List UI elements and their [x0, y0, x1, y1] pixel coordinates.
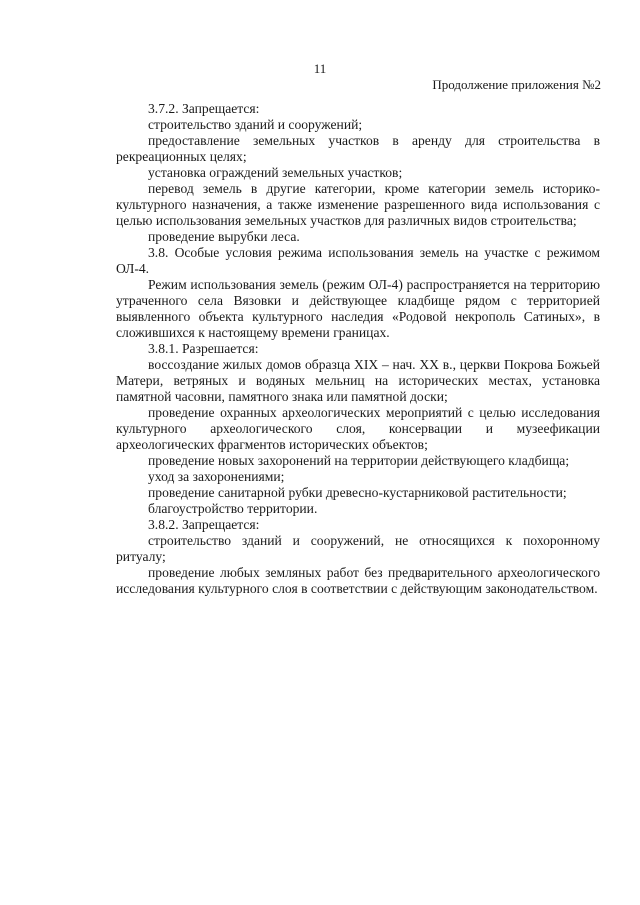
paragraph-3-7-2-heading: 3.7.2. Запрещается:: [148, 101, 260, 116]
paragraph: проведение новых захоронений на территории действующего кладбища;: [148, 453, 570, 468]
paragraph: проведение санитарной рубки древесно-кустарниковой растительности;: [148, 485, 567, 500]
paragraph: уход за захоронениями;: [148, 469, 285, 484]
paragraph-3-8-heading: 3.8. Особые условия режима использования земель на участке с режимом ОЛ-4.: [116, 245, 600, 276]
document-body: [116, 101, 600, 597]
paragraph: воссоздание жилых домов образца XIX – нач. XX в., церкви Покрова Божьей Матери, ветряных и водяных мельниц на исторических местах, установка памятной часовни, памятного знака или памятной доски;: [116, 357, 600, 404]
appendix-continuation-note: Продолжение приложения №2: [432, 77, 601, 92]
page-number: 11: [313, 61, 327, 76]
paragraph: благоустройство территории.: [148, 501, 318, 516]
paragraph: строительство зданий и сооружений;: [148, 117, 363, 132]
paragraph: предоставление земельных участков в аренду для строительства в рекреационных целях;: [116, 133, 600, 164]
paragraph: установка ограждений земельных участков;: [148, 165, 403, 180]
paragraph: строительство зданий и сооружений, не относящихся к похоронному ритуалу;: [116, 533, 600, 564]
paragraph: проведение охранных археологических мероприятий с целью исследования культурного археологического слоя, консервации и музеефикации археологических фрагментов исторических объектов;: [116, 405, 600, 452]
paragraph-3-8-2-heading: 3.8.2. Запрещается:: [148, 517, 260, 532]
paragraph: Режим использования земель (режим ОЛ-4) распространяется на территорию утраченного села Вязовки и действующее кладбище рядом с территорией выявленного объекта культурного наследия «Родовой некрополь Сатиных», в сложившихся к настоящему времени границах.: [116, 277, 600, 340]
paragraph: проведение вырубки леса.: [148, 229, 300, 244]
paragraph-3-8-1-heading: 3.8.1. Разрешается:: [148, 341, 259, 356]
paragraph: перевод земель в другие категории, кроме категории земель историко-культурного назначения, а также изменение разрешенного вида использования с целью использования земельных участков для различных видов строительства;: [116, 181, 600, 228]
paragraph: проведение любых земляных работ без предварительного археологического исследования культурного слоя в соответствии с действующим законодательством.: [116, 565, 600, 596]
